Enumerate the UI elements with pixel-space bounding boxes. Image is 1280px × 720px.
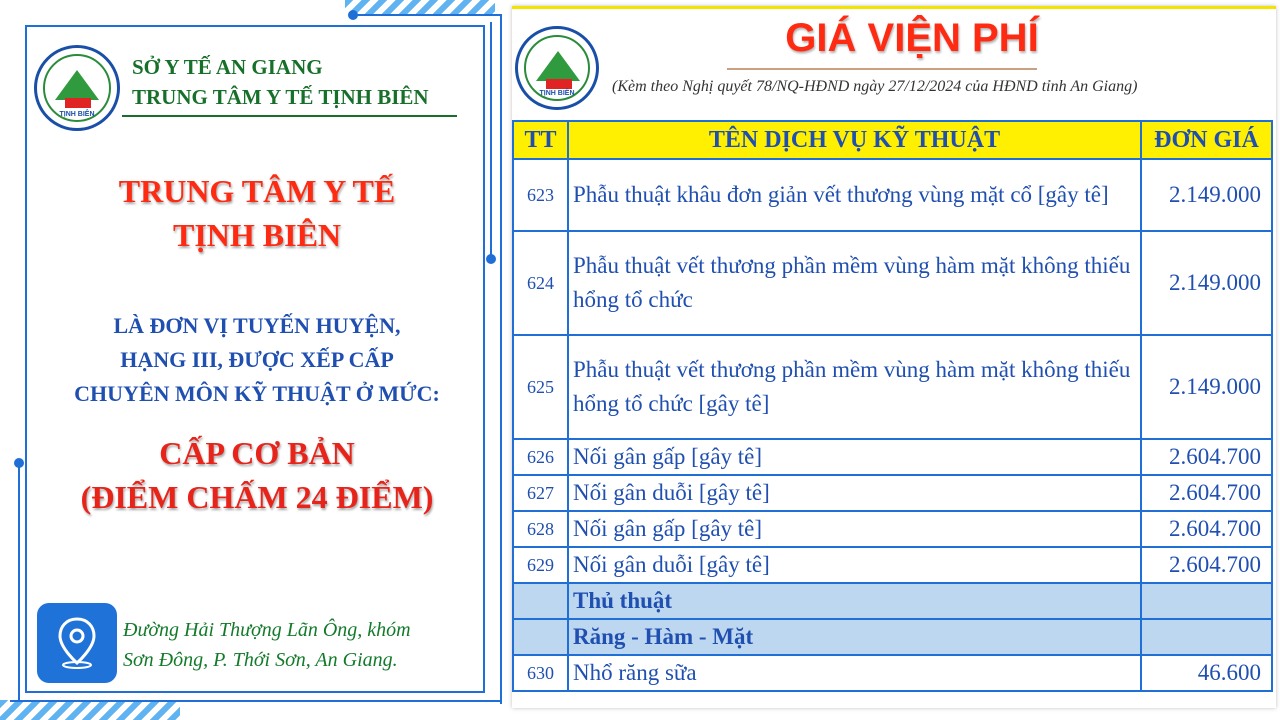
frame-line: [10, 700, 502, 702]
address: [123, 615, 411, 675]
section-row: [513, 619, 1272, 655]
table-row: [513, 475, 1272, 511]
level-line2: (ĐIỂM CHẤM 24 ĐIỂM): [80, 479, 434, 515]
price-panel: [512, 6, 1276, 708]
row-tt: 628: [513, 511, 568, 547]
row-price: 2.604.700: [1141, 475, 1272, 511]
price-table: [512, 120, 1273, 692]
header-price: ĐƠN GIÁ: [1141, 121, 1272, 159]
level-line1: CẤP CƠ BẢN: [159, 435, 355, 471]
section-tt-empty: [513, 619, 568, 655]
row-tt: 629: [513, 547, 568, 583]
frame-line: [18, 462, 20, 700]
row-service-name: Phẫu thuật vết thương phần mềm vùng hàm mặt không thiếu hổng tổ chức: [568, 231, 1141, 335]
row-price: 2.604.700: [1141, 511, 1272, 547]
hospital-logo: TỊNH BIÊN: [34, 45, 120, 131]
row-service-name: Nhổ răng sữa: [568, 655, 1141, 691]
frame-line: [352, 14, 502, 16]
center-name: TRUNG TÂM Y TẾ TỊNH BIÊN: [132, 85, 429, 109]
description-line3: CHUYÊN MÔN KỸ THUẬT Ở MỨC:: [74, 381, 440, 406]
address-line1: Đường Hải Thượng Lãn Ông, khóm: [123, 619, 411, 641]
row-service-name: Nối gân gấp [gây tê]: [568, 439, 1141, 475]
decorative-stripes: [345, 0, 495, 14]
center-title-line2: TỊNH BIÊN: [172, 217, 342, 253]
section-price-empty: [1141, 619, 1272, 655]
table-row: [513, 231, 1272, 335]
row-service-name: Nối gân duỗi [gây tê]: [568, 547, 1141, 583]
row-service-name: Phẫu thuật khâu đơn giản vết thương vùng mặt cổ [gây tê]: [568, 159, 1141, 231]
row-service-name: Phẫu thuật vết thương phần mềm vùng hàm mặt không thiếu hổng tổ chức [gây tê]: [568, 335, 1141, 439]
row-price: 2.604.700: [1141, 439, 1272, 475]
row-tt: 623: [513, 159, 568, 231]
row-tt: 624: [513, 231, 568, 335]
frame-line: [500, 14, 502, 704]
hospital-logo: TỊNH BIÊN: [515, 26, 599, 110]
row-tt: 626: [513, 439, 568, 475]
description-line2: HẠNG III, ĐƯỢC XẾP CẤP: [120, 347, 394, 372]
row-service-name: Nối gân gấp [gây tê]: [568, 511, 1141, 547]
frame-dot: [486, 254, 496, 264]
frame-line: [490, 22, 492, 258]
table-header-row: [513, 121, 1272, 159]
address-line2: Sơn Đông, P. Thới Sơn, An Giang.: [123, 649, 398, 671]
section-title: Thủ thuật: [568, 583, 1141, 619]
row-tt: 630: [513, 655, 568, 691]
center-title-line1: TRUNG TÂM Y TẾ: [118, 173, 396, 209]
table-row: [513, 547, 1272, 583]
info-panel: [25, 25, 485, 693]
row-price: 46.600: [1141, 655, 1272, 691]
section-tt-empty: [513, 583, 568, 619]
table-row: [513, 159, 1272, 231]
row-service-name: Nối gân duỗi [gây tê]: [568, 475, 1141, 511]
row-price: 2.604.700: [1141, 547, 1272, 583]
frame-dot: [14, 458, 24, 468]
top-accent-line: [512, 6, 1276, 9]
row-price: 2.149.000: [1141, 231, 1272, 335]
department-name: SỞ Y TẾ AN GIANG: [132, 55, 323, 79]
title-underline: [727, 68, 1037, 70]
section-title: Răng - Hàm - Mặt: [568, 619, 1141, 655]
description-line1: LÀ ĐƠN VỊ TUYẾN HUYỆN,: [113, 313, 401, 338]
row-price: 2.149.000: [1141, 335, 1272, 439]
header-tt: TT: [513, 121, 568, 159]
row-tt: 627: [513, 475, 568, 511]
header-service-name: TÊN DỊCH VỤ KỸ THUẬT: [568, 121, 1141, 159]
section-row: [513, 583, 1272, 619]
decorative-stripes: [0, 700, 180, 720]
location-pin-icon: [37, 603, 117, 683]
org-underline: [122, 115, 457, 117]
section-price-empty: [1141, 583, 1272, 619]
table-row: [513, 655, 1272, 691]
frame-dot: [348, 10, 358, 20]
row-price: 2.149.000: [1141, 159, 1272, 231]
price-subtitle: (Kèm theo Nghị quyết 78/NQ-HĐND ngày 27/12/2024 của HĐND tỉnh An Giang): [612, 78, 1138, 95]
table-row: [513, 511, 1272, 547]
table-row: [513, 335, 1272, 439]
price-title: GIÁ VIỆN PHÍ: [785, 16, 1039, 60]
table-row: [513, 439, 1272, 475]
row-tt: 625: [513, 335, 568, 439]
